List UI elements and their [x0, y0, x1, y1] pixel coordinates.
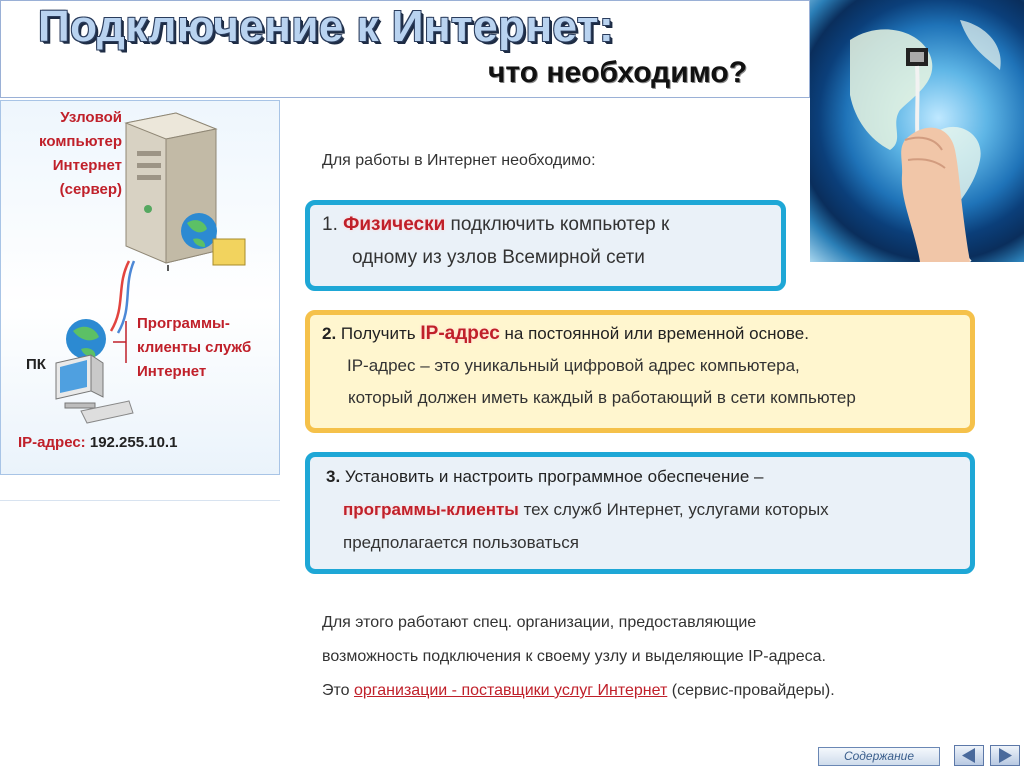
bottom-line-1: Для этого работают спец. организации, предоставляющие	[322, 614, 757, 631]
server-label-line: компьютер	[39, 133, 122, 150]
slide-title: Подключение к Интернет:	[38, 2, 615, 51]
step-1-highlight: Физически	[343, 214, 446, 235]
ip-key: IP-адрес:	[18, 434, 86, 451]
step-2-number: 2.	[322, 324, 337, 343]
providers-link[interactable]: организации - поставщики услуг Интернет	[354, 682, 668, 699]
server-label-line: (сервер)	[59, 181, 122, 198]
bottom-line-3	[322, 682, 835, 700]
step-2-pre: Получить	[340, 324, 416, 343]
step-1-number: 1.	[322, 214, 338, 235]
step-3-highlight: программы-клиенты	[343, 500, 519, 519]
intro-text: Для работы в Интернет необходимо:	[322, 152, 596, 169]
step-3-text: Установить и настроить программное обеспечение –	[344, 467, 764, 486]
step-2-line-1	[322, 323, 809, 345]
step-1-line-2: одному из узлов Всемирной сети	[352, 247, 645, 268]
step-3-line-3: предполагается пользоваться	[343, 533, 579, 552]
bottom-line-2: возможность подключения к своему узлу и выделяющие IP-адреса.	[322, 648, 826, 665]
arrow-left-icon	[955, 746, 983, 765]
server-label	[14, 106, 122, 202]
prev-slide-button[interactable]	[954, 745, 984, 766]
bottom-line-3-post: (сервис-провайдеры).	[671, 682, 835, 699]
ip-value: 192.255.10.1	[89, 434, 178, 451]
server-label-line: Узловой	[60, 109, 122, 126]
bottom-line-3-pre: Это	[322, 682, 350, 699]
server-label-line: Интернет	[52, 157, 122, 174]
slide-subtitle: что необходимо?	[488, 56, 748, 89]
panel-divider	[0, 500, 280, 501]
clients-label-line: Интернет	[137, 363, 207, 380]
step-3-line-1	[326, 467, 764, 487]
step-2-highlight: IP-адрес	[420, 323, 500, 344]
pc-label: ПК	[26, 356, 46, 373]
ip-address-label	[18, 434, 177, 451]
arrow-right-icon	[991, 746, 1019, 765]
step-1-line-1	[322, 214, 669, 236]
contents-button[interactable]: Содержание	[818, 747, 940, 766]
clients-label	[137, 312, 282, 384]
globe-in-hand-image	[810, 0, 1024, 262]
clients-label-line: Программы-	[137, 315, 230, 332]
step-3-number: 3.	[326, 467, 341, 486]
next-slide-button[interactable]	[990, 745, 1020, 766]
step-3-rest: тех служб Интернет, услугами которых	[523, 500, 829, 519]
step-2-line-3: который должен иметь каждый в работающий в сети компьютер	[348, 388, 856, 407]
step-3-line-2	[343, 500, 829, 520]
step-1-text: подключить компьютер к	[450, 214, 670, 235]
step-2-post: на постоянной или временной основе.	[504, 324, 809, 343]
step-2-line-2: IP-адрес – это уникальный цифровой адрес компьютера,	[347, 356, 800, 375]
clients-label-line: клиенты служб	[137, 339, 252, 356]
